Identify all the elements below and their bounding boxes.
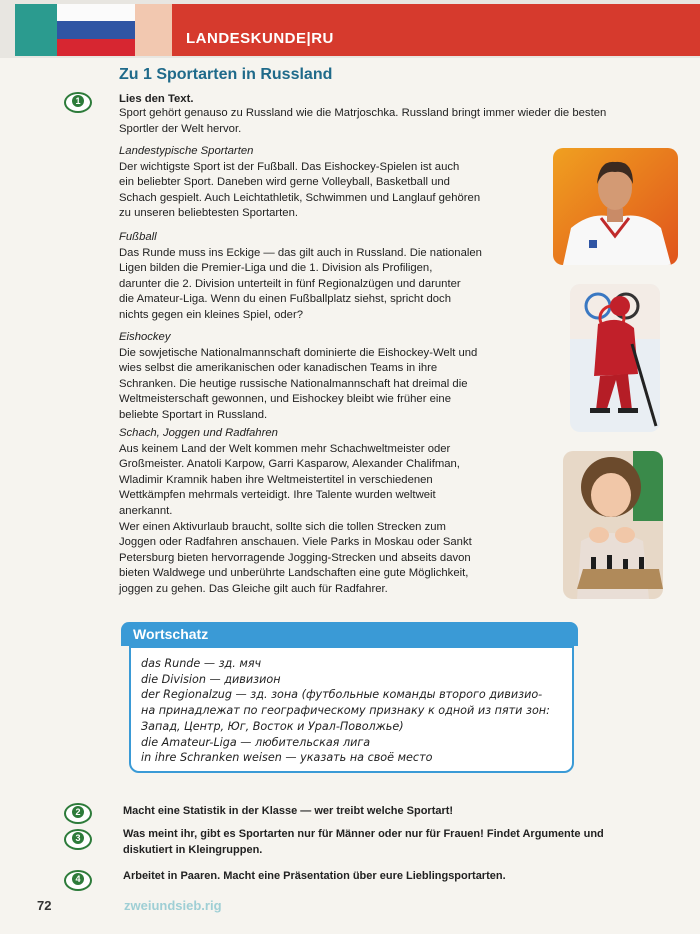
page-number: 72 — [37, 898, 52, 913]
section-heading: Eishockey — [119, 331, 171, 343]
task-3-text: Was meint ihr, gibt es Sportarten nur für Männer oder nur für Frauen! Findet Argumente und diskutiert in Kleingruppen. — [123, 828, 604, 856]
wortschatz-title: Wortschatz — [133, 626, 209, 642]
section-heading: Landestypische Sportarten — [119, 145, 254, 157]
wortschatz-list: das Runde — зд. мяч die Division — дивизион der Regionalzug — зд. зона (футбольные команды второго дивизио- на принадлежат по географическому признаку к одной из пяти зон: Запад, Центр, Юг, Восток и Урал-Поволжье) die Amateur-Liga — любительская лига in ihre Schranken weisen — указать на своё место — [141, 657, 550, 765]
section-sportarten: Landestypische Sportarten Der wichtigste Sport ist der Fußball. Das Eishockey-Spielen ist auch ein beliebter Sport. Daneben wird gerne Volleyball, Basketball und Schach gespielt. Auch Leichtathletik, Schwimmen und Langlauf gehören zu unseren beliebtesten Sportarten. — [119, 145, 481, 220]
photo-football-player — [553, 148, 678, 265]
task-4-text: Arbeitet in Paaren. Macht eine Präsentation über eure Lieblingsportarten. — [123, 870, 506, 882]
section-heading: Schach, Joggen und Radfahren — [119, 427, 278, 439]
task-2-text: Macht eine Statistik in der Klasse — wer treibt welche Sportart! — [123, 805, 454, 817]
wortschatz-header — [121, 622, 578, 646]
section-fussball: Fußball Das Runde muss ins Eckige — das gilt auch in Russland. Die nationalen Ligen bilden die Premier-Liga und die 1. Division als Profiligen, darunter die 2. Division unterteilt in fünf Regionalzügen und darunter die Amateur-Liga. Wenn du einen Fußballplatz siehst, spricht doch nichts gegen ein kleines Spiel, oder? — [119, 231, 482, 321]
page-title: Zu 1 Sportarten in Russland — [119, 66, 333, 83]
task-number-badge-1: 1 — [64, 92, 92, 113]
task-number-badge-4: 4 — [64, 870, 92, 891]
intro-text: Sport gehört genauso zu Russland wie die Matrjoschka. Russland bringt immer wieder die besten Sportler der Welt hervor. — [119, 107, 607, 135]
section-heading: Fußball — [119, 231, 157, 243]
task-number-badge-2: 2 — [64, 803, 92, 824]
footer-site-watermark: zweiundsieb.rig — [124, 898, 222, 913]
task1-heading: Lies den Text. — [119, 93, 194, 105]
section-schach: Schach, Joggen und Radfahren Aus keinem Land der Welt kommen mehr Schachweltmeister oder Großmeister. Anatoli Karpow, Garri Kasparow, Alexander Chalifman, Wladimir Kramnik haben ihre Weltmeistertitel in verschiedenen Wettkämpfen mehrmals verteidigt. Ihre Talente wurden weltweit anerkannt. Wer einen Aktivurlaub braucht, sollte sich die tollen Strecken zum Joggen oder Radfahren anschauen. Viele Parks in Moskau oder Sankt Petersburg bieten hervorragende Jogging-Strecken und abseits davon bieten Waldwege und unberührte Landschaften eine gute Möglichkeit, joggen zu gehen. Das Gleiche gilt auch für Radfahrer. — [119, 427, 472, 595]
brand-label: LANDESKUNDE|RU — [186, 30, 334, 47]
photo-hockey-player — [570, 284, 660, 432]
task-number-badge-3: 3 — [64, 829, 92, 850]
wortschatz-box — [121, 622, 578, 772]
wortschatz-body — [129, 646, 574, 773]
section-eishockey: Eishockey Die sowjetische Nationalmannschaft dominierte die Eishockey-Welt und wies selbst die amerikanischen oder kanadischen Teams in ihre Schranken. Die heutige russische Nationalmannschaft hat dreimal die Weltmeisterschaft gewonnen, und Eishockey bleibt wie früher eine beliebte Sportart in Russland. — [119, 331, 478, 421]
photo-chess-girl — [563, 451, 663, 599]
russian-flag-logo — [15, 4, 172, 56]
